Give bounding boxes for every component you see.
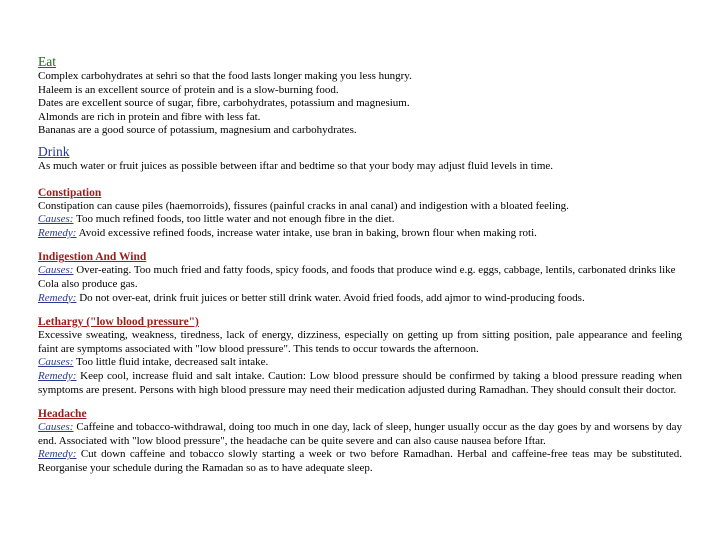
remedy-text: Cut down caffeine and tobacco slowly starting a week or two before Ramadhan. Herbal and caffeine-free teas may be substituted. Reorganise your schedule during the Ramadan so as to have adequate sleep. — [38, 448, 682, 474]
causes-label: Causes: — [38, 264, 74, 277]
remedy-label: Remedy: — [38, 448, 77, 461]
headache-remedy — [38, 448, 682, 475]
lethargy-remedy — [38, 370, 682, 397]
indigestion-remedy — [38, 292, 682, 306]
causes-text: Too little fluid intake, decreased salt intake. — [73, 356, 269, 369]
constipation-text: Constipation can cause piles (haemorroids), fissures (painful cracks in anal canal) and indigestion with a bloated feeling. — [38, 199, 569, 212]
indigestion-section — [38, 250, 682, 305]
drink-section — [38, 143, 682, 174]
constipation-remedy — [38, 227, 682, 241]
eat-heading: Eat — [38, 54, 56, 69]
headache-heading: Headache — [38, 408, 87, 421]
headache-causes — [38, 421, 682, 448]
causes-label: Causes: — [38, 421, 74, 434]
headache-section — [38, 407, 682, 475]
eat-line: Complex carbohydrates at sehri so that the food lasts longer making you less hungry. — [38, 70, 412, 82]
remedy-label: Remedy: — [38, 369, 77, 382]
causes-text: Too much refined foods, too little water and not enough fibre in the diet. — [73, 213, 395, 226]
lethargy-causes — [38, 356, 682, 370]
drink-line: As much water or fruit juices as possible between iftar and bedtime so that your body may adjust fluid levels in time. — [38, 159, 554, 172]
constipation-causes — [38, 213, 682, 227]
eat-line: Dates are excellent source of sugar, fibre, carbohydrates, potassium and magnesium. — [38, 97, 410, 110]
indigestion-causes — [38, 264, 682, 291]
constipation-heading: Constipation — [38, 186, 102, 199]
causes-label: Causes: — [38, 356, 74, 369]
lethargy-text: Excessive sweating, weakness, tiredness, lack of energy, dizziness, especially on getting up from sitting position, pale appearance and feeling faint are symptoms associated with "low blood pressure". This tends to occur towards the afternoon. — [38, 329, 682, 355]
eat-line: Bananas are a good source of potassium, magnesium and carbohydrates. — [38, 124, 357, 137]
causes-text: Caffeine and tobacco-withdrawal, doing too much in one day, lack of sleep, hunger usually occur as the day goes by and worsens by day end. Associated with "low blood pressure", the headache can be quite severe and can also cause nausea before Iftar. — [38, 421, 682, 447]
remedy-text: Avoid excessive refined foods, increase water intake, use bran in baking, brown flour when making roti. — [76, 226, 537, 239]
eat-line: Almonds are rich in protein and fibre with less fat. — [38, 110, 261, 123]
remedy-label: Remedy: — [38, 226, 77, 239]
lethargy-heading: Lethargy ("low blood pressure") — [38, 316, 199, 329]
drink-heading: Drink — [38, 143, 70, 159]
eat-line: Haleem is an excellent source of protein and is a slow-burning food. — [38, 83, 339, 96]
constipation-section — [38, 186, 682, 241]
remedy-text: Keep cool, increase fluid and salt intake. Caution: Low blood pressure should be confirmed by taking a blood pressure reading when symptoms are present. Persons with high blood pressure may need their medication adjusted during Ramadhan. They should consult their doctor. — [38, 369, 682, 396]
remedy-label: Remedy: — [38, 291, 77, 304]
remedy-text: Do not over-eat, drink fruit juices or better still drink water. Avoid fried foods, add ajmor to wind-producing foods. — [76, 291, 585, 304]
eat-section — [38, 53, 682, 138]
lethargy-section — [38, 315, 682, 397]
causes-text: Over-eating. Too much fried and fatty foods, spicy foods, and foods that produce wind e.g. eggs, cabbage, lentils, carbonated drinks like Cola also produce gas. — [38, 264, 676, 290]
document-content — [38, 53, 682, 475]
indigestion-heading: Indigestion And Wind — [38, 251, 147, 264]
causes-label: Causes: — [38, 213, 74, 226]
